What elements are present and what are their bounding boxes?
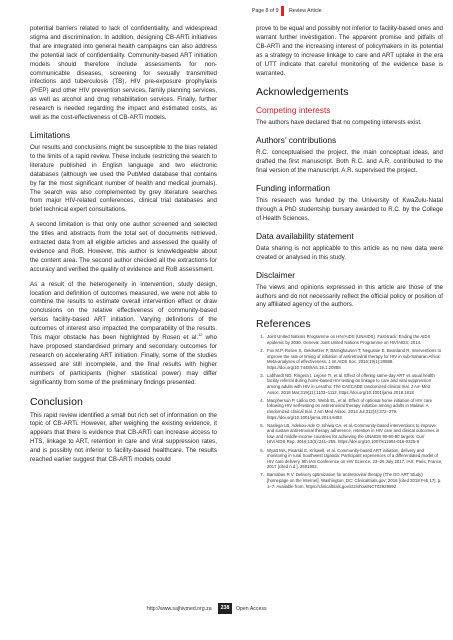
page-indicator: Page 8 of 9 <box>252 8 279 14</box>
contributions-heading: Authors’ contributions <box>256 135 337 146</box>
paragraph: This rapid review identified a small but rich set of information on the topic of CB-ARTi. However, after weighing the existing evidence, it appears that there is evidence that CB-ARTi can increase access to HTS, linkage to ART, retention in care and viral suppression rates, and is possibly not inferior to facility-based healthcare. The results reached earlier suggest that CB-ARTi models could <box>30 411 217 464</box>
paragraph: potential barriers related to lack of confidentiality, and widespread stigma and discrimination. In addition, designing CB-ARTi initiatives that are integrated into general health campaigns can also address the potential lack of confidentiality. Community-based ART initiation models should therefore include assessments for non-communicable diseases, screening for sexually transmitted infections and tuberculosis (TB), HIV pre-exposure prophylaxis (PrEP) and other HIV prevention services, family planning services, as well as alcohol and drug rehabilitation services. Finally, further research is needed regarding the impact and estimated costs, as well as the cost-effectiveness of CB-ARTi models. <box>30 25 217 122</box>
paragraph: Our results and conclusions might be susceptible to the bias related to the limits of a rapid review. These include restricting the search to literature published in English language and two electronic databases (although we used the PubMed database that contains by far the most significant number of health and medical journals). The search was also complemented by grey literature searches from major HIV-related conferences, clinical trial databases and brief technical expert consultations. <box>30 143 217 214</box>
limitations-heading: Limitations <box>30 129 71 140</box>
reference-item: 4. Macpherson P, Lalloo DG, Webb EL, et al. Effect of optional home initiation of HIV care following HIV self-testing on antiretroviral therapy initiation among adults in Malawi: A randomized clinical trial. J Am Med Assoc. 2014 Jul;312(4):372–379. https://doi.org/10.1001/jama.2014.6493 <box>265 398 443 420</box>
right-column <box>256 25 443 492</box>
header-accent-bar <box>281 6 284 16</box>
reference-item: 2. Fox M.P, Rosen S, Geldsetzer P, Bärnighausen T, Negussie E, Beanland R. Interventions to improve the rate or timing of initiation of antiretroviral therapy for HIV in sub-Saharan Africa: Meta-analyses of effectiveness. J Int AIDS Soc. 2016;19(1):20888. https://doi.org/10.7448/IAS.19.1.20888 <box>265 348 443 370</box>
article-type: Review Article <box>289 8 322 14</box>
reference-list <box>256 334 443 489</box>
paragraph <box>30 281 217 388</box>
reference-item: 1. Joint United Nations Programme on HIV/AIDS (UNAIDS). Fast-track: Ending the AIDS epidemic by 2030. Geneva: Joint United Nations Programme on HIV/AIDS; 2014. <box>265 334 443 345</box>
disclaimer-heading: Disclaimer <box>256 269 296 280</box>
page-footer <box>0 603 453 617</box>
conclusion-heading: Conclusion <box>30 395 83 408</box>
reference-item: 7. Barnabas R V. Delivery optimization for antiretroviral therapy (The DO ART Study) [homepage on the Internet]. Washington, DC: Clinicaltrials.gov; 2016 [cited 2018 Feb 17]. p. 1–7. Available from: https://clinicaltrials.gov/ct2/show/NCT02929992 <box>265 472 443 489</box>
paragraph: The authors have declared that no competing interests exist. <box>256 119 422 127</box>
acknowledgements-heading: Acknowledgements <box>256 86 349 99</box>
paragraph: A second limitation is that only one author screened and selected the titles and abstracts from the total set of documents retrieved, extracted data from all eligible articles and assessed the quality of evidence and RoB. However, this author is knowledgeable about the content area. The second author checked all the extractions for accuracy and verified the quality of evidence and RoB assessment. <box>30 221 217 273</box>
journal-url-link[interactable]: http://www.sajhivmed.org.za <box>147 606 212 612</box>
left-column <box>30 25 217 471</box>
paragraph: Data sharing is not applicable to this article as no new data were created or analysed in this study. <box>256 244 443 261</box>
text-run: who have proposed standardised primary and secondary outcomes for research on accelerating ART initiation. Finally, some of the studies assessed are still incomplete, and the final results with higher numbers of participants (higher statistical power) may differ significantly from some of the preliminary findings presented. <box>30 334 218 386</box>
page-header <box>0 6 453 18</box>
data-availability-heading: Data availability statement <box>256 230 354 241</box>
citation-sup: 12 <box>198 332 203 338</box>
paragraph: prove to be equal and possibly not inferior to facility-based ones and warrant further investigation. The apparent promise and pitfalls of CB-ARTi and the increasing interest of policymakers in its potential as a strategy to increase linkage to care and ART uptake in the era of UTT indicate that careful monitoring of the evidence base is warranted. <box>256 25 443 77</box>
paragraph: This research was funded by the University of KwaZulu-Natal through a PhD studentship bursary awarded to R.C. by the College of Health Sciences. <box>256 197 443 222</box>
references-heading: References <box>256 318 311 331</box>
reference-item: 6. Wyatt MA, Pisarski E, Kriswell, et al. Community-based ART initiation, delivery and monitoring in rural Southwest Uganda: Participant experiences of a differentiated model of HIV care delivery. 9th IAS Conference on HIV Science, 23–26 July 2017, IAS: Paris, France, 2017 [cited n.d.]. 2501902. <box>265 448 443 470</box>
funding-heading: Funding information <box>256 183 331 194</box>
text-run: As a result of the heterogeneity in intervention, study design, location and definition of outcomes measured, we were not able to combine the results to estimate overall intervention effect or draw conclusions on the relative effectiveness of community-based versus facility-based ART initiation. Varying definitions of the outcomes of interest also impacted the comparability of the results. This major obstacle has been highlighted by Rosen et al. <box>30 280 217 342</box>
paragraph: The views and opinions expressed in this article are those of the authors and do not necessarily reflect the official policy or position of any affiliated agency of the authors. <box>256 283 443 309</box>
reference-item: 3. Labhardt ND, Ringera I, Lejone TI, et al. Effect of offering same-day ART vs usual health facility referral during home-based HIV testing on linkage to care and viral suppression among adults with HIV in Lesotho: The CASCADE randomized clinical trial. J Am Med Assoc. 2018 Mar;319(11):1103–1112. https://doi.org/10.1001/jama.2018.1818 <box>265 373 443 395</box>
page-number-badge: 238 <box>218 603 232 614</box>
competing-interests-heading: Competing interests <box>256 105 331 116</box>
reference-item: 5. Naslega LB, Adekou-Ade O, Ishiwa CA, et al. Community-based interventions to improve and sustain antiretroviral therapy adherence, retention in HIV care and clinical outcomes in low- and middle-income countries for achieving the UNAIDS 90-90-90 targets. Curr HIV/AIDS Rep. 2016;13(5):241–255. https://doi.org/10.1007/s11904-016-0325-9 <box>265 423 443 445</box>
open-access-label: Open Access <box>236 606 267 612</box>
paragraph: R.C. conceptualised the project, the main conceptual ideas, and drafted the first manuscript. Both R.C. and A.R. contributed to the final version of the manuscript. A.R. supervised the project. <box>256 149 443 175</box>
